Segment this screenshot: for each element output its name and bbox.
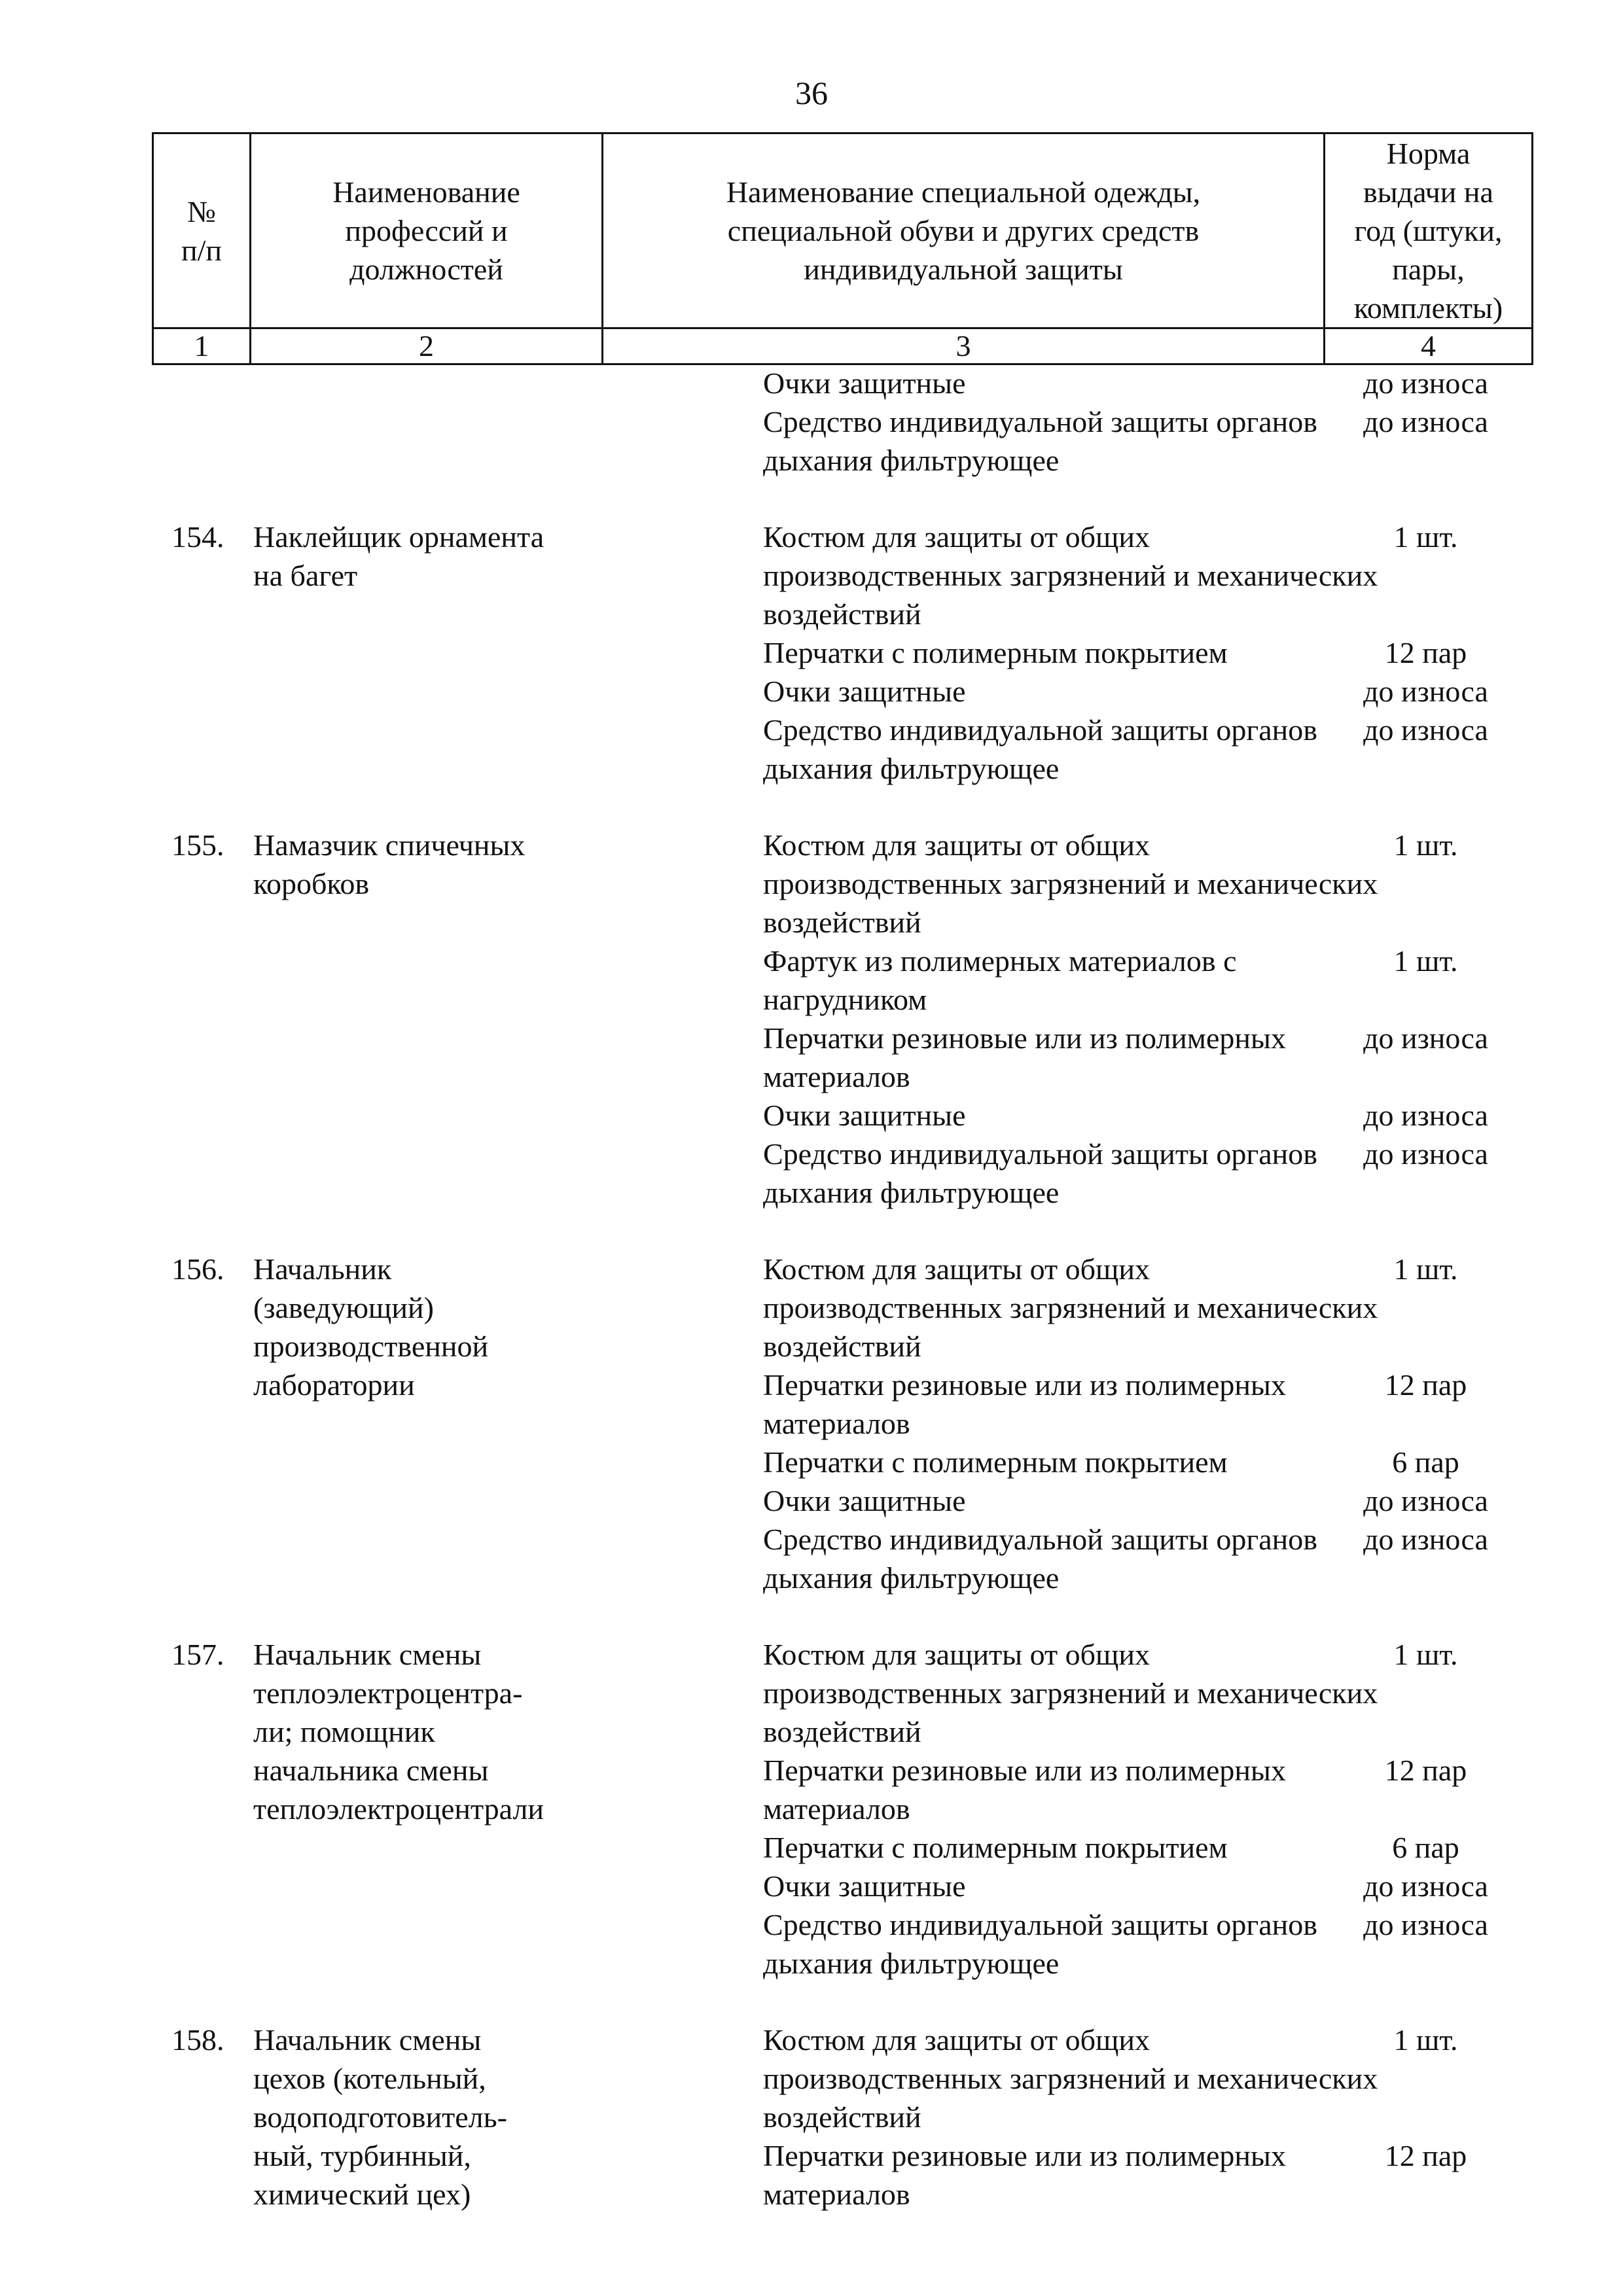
profession-name <box>240 364 590 480</box>
issue-norm: 1 шт. <box>1393 520 1458 554</box>
equipment-list <box>590 826 1531 1212</box>
equipment-name-line: Очки защитные <box>763 1099 966 1132</box>
equipment-item <box>590 1443 1531 1481</box>
issue-norm: до износа <box>1363 675 1488 708</box>
equipment-name <box>590 518 1378 633</box>
header-text: пары, <box>1392 253 1465 286</box>
equipment-name-line: материалов <box>763 1407 910 1440</box>
equipment-name <box>590 711 1317 788</box>
header-text: специальной обуви и других средств <box>727 214 1200 247</box>
issue-norm: до износа <box>1363 1484 1488 1517</box>
equipment-name-line: Костюм для защиты от общих <box>763 1252 1150 1286</box>
profession-line: Начальник смены <box>253 1638 482 1671</box>
equipment-item <box>590 826 1531 942</box>
issue-norm: до износа <box>1363 1099 1488 1132</box>
profession-line: теплоэлектроцентрали <box>253 1792 544 1826</box>
equipment-name-line: Средство индивидуальной защиты органов <box>763 405 1317 438</box>
equipment-item <box>590 1751 1531 1828</box>
issue-norm: до износа <box>1363 1523 1488 1556</box>
equipment-name <box>590 1443 1313 1481</box>
issue-norm: до износа <box>1363 713 1488 747</box>
equipment-name-line: Костюм для защиты от общих <box>763 1638 1150 1671</box>
equipment-name-line: материалов <box>763 1060 910 1093</box>
row-number: 156. <box>171 1252 224 1286</box>
equipment-name-line: Перчатки резиновые или из полимерных <box>763 1368 1286 1402</box>
equipment-item <box>590 1635 1531 1751</box>
equipment-item <box>590 672 1531 711</box>
profession-name <box>240 2021 590 2214</box>
header-text: выдачи на <box>1363 175 1493 209</box>
equipment-name-line: Очки защитные <box>763 1484 966 1517</box>
table-row <box>152 364 1531 480</box>
profession-line: химический цех) <box>253 2178 471 2211</box>
header-row <box>153 133 1533 328</box>
equipment-name <box>590 942 1313 1019</box>
equipment-name <box>590 1019 1313 1096</box>
equipment-name-line: производственных загрязнений и механических <box>763 867 1378 900</box>
profession-line: цехов (котельный, <box>253 2062 486 2095</box>
issue-norm: 12 пар <box>1384 2139 1467 2172</box>
equipment-name-line: Перчатки с полимерным покрытием <box>763 636 1228 669</box>
equipment-item <box>590 2136 1531 2214</box>
equipment-name-line: Костюм для защиты от общих <box>763 520 1150 554</box>
equipment-item <box>590 402 1531 480</box>
profession-line: теплоэлектроцентра- <box>253 1676 523 1710</box>
equipment-name-line: дыхания фильтрующее <box>763 752 1060 785</box>
profession-name <box>240 1250 590 1597</box>
equipment-name-line: Костюм для защиты от общих <box>763 828 1150 862</box>
equipment-list <box>590 1250 1531 1597</box>
header-col-profession <box>251 133 603 328</box>
column-number-row <box>153 328 1533 364</box>
equipment-item <box>590 518 1531 633</box>
equipment-item <box>590 711 1531 788</box>
column-number: 1 <box>153 328 251 364</box>
equipment-name-line: Средство индивидуальной защиты органов <box>763 1523 1317 1556</box>
equipment-name-line: дыхания фильтрующее <box>763 1947 1060 1980</box>
table-row <box>152 826 1531 1212</box>
header-text: Наименование специальной одежды, <box>726 175 1201 209</box>
profession-line: коробков <box>253 867 370 900</box>
equipment-name-line: материалов <box>763 2178 910 2211</box>
issue-norm: 12 пар <box>1384 1368 1467 1402</box>
equipment-item <box>590 364 1531 402</box>
equipment-list <box>590 364 1531 480</box>
equipment-name-line: материалов <box>763 1792 910 1826</box>
table-row <box>152 2021 1531 2214</box>
equipment-name-line: Средство индивидуальной защиты органов <box>763 713 1317 747</box>
equipment-name <box>590 364 1313 402</box>
equipment-item <box>590 942 1531 1019</box>
profession-line: Намазчик спичечных <box>253 828 526 862</box>
column-number: 3 <box>603 328 1325 364</box>
equipment-item <box>590 1096 1531 1135</box>
header-text: Норма <box>1386 137 1471 170</box>
issue-norm: 1 шт. <box>1393 828 1458 862</box>
column-number: 2 <box>251 328 603 364</box>
equipment-name-line: дыхания фильтрующее <box>763 1561 1060 1595</box>
header-text: комплекты) <box>1353 291 1503 325</box>
equipment-item <box>590 1867 1531 1905</box>
equipment-item <box>590 1250 1531 1366</box>
issue-norm: 12 пар <box>1384 1754 1467 1787</box>
row-number: 155. <box>171 828 224 862</box>
equipment-item <box>590 1366 1531 1443</box>
equipment-name <box>590 1751 1313 1828</box>
profession-line: ный, турбинный, <box>253 2139 471 2172</box>
profession-name <box>240 826 590 1212</box>
issue-norm: 6 пар <box>1392 1445 1459 1479</box>
row-number: 157. <box>171 1638 224 1671</box>
header-col-norm <box>1325 133 1533 328</box>
table-row-group <box>152 1635 1531 1983</box>
table-row-group <box>152 364 1531 480</box>
issue-norm: 6 пар <box>1392 1831 1459 1864</box>
equipment-item <box>590 2021 1531 2136</box>
equipment-name-line: производственных загрязнений и механических <box>763 559 1378 592</box>
equipment-list <box>590 2021 1531 2214</box>
equipment-name <box>590 1828 1313 1867</box>
equipment-name-line: Средство индивидуальной защиты органов <box>763 1908 1317 1941</box>
profession-line: Начальник смены <box>253 2023 482 2057</box>
equipment-name-line: Перчатки резиновые или из полимерных <box>763 2139 1286 2172</box>
table-row-group <box>152 1250 1531 1597</box>
issue-norm: 12 пар <box>1384 636 1467 669</box>
equipment-name <box>590 1867 1313 1905</box>
equipment-name-line: Перчатки с полимерным покрытием <box>763 1445 1228 1479</box>
equipment-name-line: Очки защитные <box>763 366 966 400</box>
equipment-name-line: воздействий <box>763 1330 921 1363</box>
issue-norm: 1 шт. <box>1393 944 1458 978</box>
issue-norm: до износа <box>1363 1908 1488 1941</box>
equipment-name-line: дыхания фильтрующее <box>763 444 1060 477</box>
equipment-name-line: Перчатки резиновые или из полимерных <box>763 1021 1286 1055</box>
issue-norm: 1 шт. <box>1393 1252 1458 1286</box>
equipment-name <box>590 1135 1317 1212</box>
issue-norm: до износа <box>1363 366 1488 400</box>
table-row-group <box>152 518 1531 788</box>
equipment-name-line: Перчатки резиновые или из полимерных <box>763 1754 1286 1787</box>
equipment-name-line: Очки защитные <box>763 675 966 708</box>
equipment-name <box>590 1905 1317 1983</box>
equipment-item <box>590 1520 1531 1597</box>
profession-name <box>240 1635 590 1983</box>
profession-line: лаборатории <box>253 1368 415 1402</box>
table-row <box>152 518 1531 788</box>
equipment-name <box>590 672 1313 711</box>
equipment-item <box>590 1481 1531 1520</box>
header-text: № <box>187 194 216 228</box>
profession-line: Начальник <box>253 1252 392 1286</box>
equipment-name-line: Очки защитные <box>763 1869 966 1903</box>
profession-line: начальника смены <box>253 1754 489 1787</box>
column-number: 4 <box>1325 328 1533 364</box>
equipment-item <box>590 1019 1531 1096</box>
header-text: профессий и <box>345 214 508 247</box>
equipment-list <box>590 1635 1531 1983</box>
profession-line: водоподготовитель- <box>253 2100 507 2134</box>
equipment-name-line: производственных загрязнений и механических <box>763 2062 1378 2095</box>
issue-norm: до износа <box>1363 1021 1488 1055</box>
equipment-name <box>590 1096 1313 1135</box>
equipment-name-line: Средство индивидуальной защиты органов <box>763 1137 1317 1171</box>
equipment-name <box>590 1481 1313 1520</box>
equipment-name <box>590 633 1313 672</box>
equipment-name-line: Костюм для защиты от общих <box>763 2023 1150 2057</box>
header-text: год (штуки, <box>1354 214 1503 247</box>
table-row-group <box>152 2021 1531 2214</box>
issue-norm: до износа <box>1363 405 1488 438</box>
equipment-name <box>590 1366 1313 1443</box>
equipment-item <box>590 633 1531 672</box>
equipment-name <box>590 1250 1378 1366</box>
equipment-name-line: воздействий <box>763 1715 921 1748</box>
table-row-group <box>152 826 1531 1212</box>
row-number: 154. <box>171 520 224 554</box>
profession-line: Наклейщик орнамента <box>253 520 544 554</box>
profession-line: на багет <box>253 559 358 592</box>
equipment-name-line: производственных загрязнений и механических <box>763 1676 1378 1710</box>
header-text: Наименование <box>332 175 520 209</box>
equipment-name <box>590 1635 1378 1751</box>
table-header <box>152 132 1533 365</box>
equipment-name <box>590 826 1378 942</box>
header-col-equipment <box>603 133 1325 328</box>
row-number: 158. <box>171 2023 224 2057</box>
table-row <box>152 1635 1531 1983</box>
equipment-list <box>590 518 1531 788</box>
issue-norm: до износа <box>1363 1869 1488 1903</box>
equipment-name-line: Перчатки с полимерным покрытием <box>763 1831 1228 1864</box>
equipment-name-line: воздействий <box>763 906 921 939</box>
equipment-name-line: Фартук из полимерных материалов с <box>763 944 1237 978</box>
equipment-name <box>590 402 1317 480</box>
header-text: п/п <box>181 233 222 267</box>
equipment-name-line: дыхания фильтрующее <box>763 1176 1060 1209</box>
equipment-item <box>590 1828 1531 1867</box>
equipment-item <box>590 1905 1531 1983</box>
profession-line: производственной <box>253 1330 489 1363</box>
equipment-name-line: производственных загрязнений и механических <box>763 1291 1378 1324</box>
equipment-name <box>590 1520 1317 1597</box>
issue-norm: 1 шт. <box>1393 1638 1458 1671</box>
header-text: должностей <box>349 253 503 286</box>
issue-norm: 1 шт. <box>1393 2023 1458 2057</box>
equipment-name <box>590 2021 1378 2136</box>
profession-name <box>240 518 590 788</box>
row-number <box>152 364 240 480</box>
equipment-name-line: воздействий <box>763 2100 921 2134</box>
profession-line: (заведующий) <box>253 1291 434 1324</box>
page-number: 36 <box>795 75 828 111</box>
issue-norm: до износа <box>1363 1137 1488 1171</box>
header-col-number <box>153 133 251 328</box>
header-text: индивидуальной защиты <box>804 253 1123 286</box>
equipment-name <box>590 2136 1313 2214</box>
profession-line: ли; помощник <box>253 1715 435 1748</box>
equipment-name-line: воздействий <box>763 597 921 631</box>
table-body <box>152 364 1531 2252</box>
equipment-item <box>590 1135 1531 1212</box>
equipment-name-line: нагрудником <box>763 983 927 1016</box>
table-row <box>152 1250 1531 1597</box>
